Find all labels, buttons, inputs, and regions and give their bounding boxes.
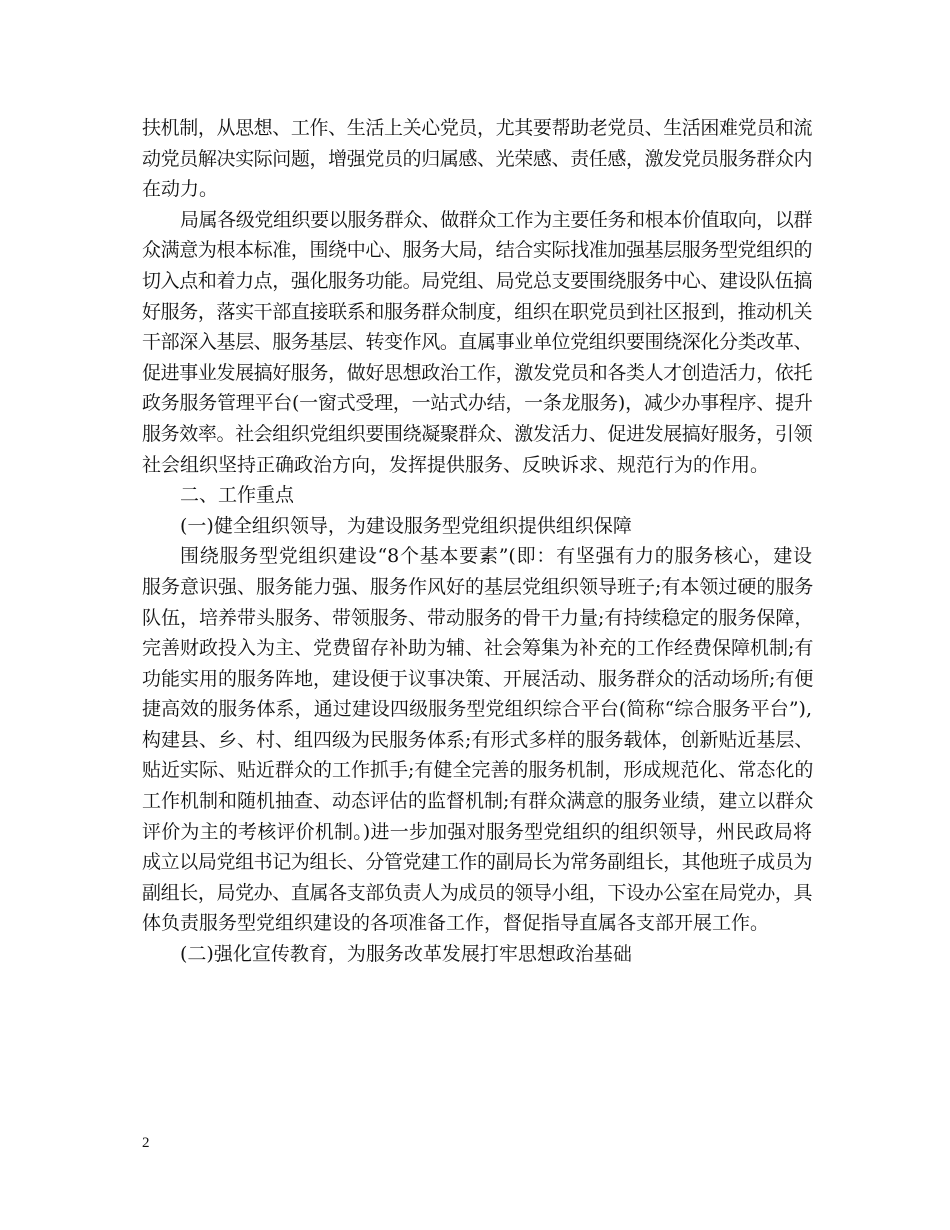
text-line: 在动力。	[142, 178, 219, 201]
text-line: 众满意为根本标准，围绕中心、服务大局，结合实际找准加强基层服务型党组织的	[142, 239, 812, 262]
text-line: 政务服务管理平台(一窗式受理，一站式办结，一条龙服务)，减少办事程序、提升	[142, 392, 813, 415]
page-number: 2	[142, 1135, 150, 1151]
subsection-heading: (二)强化宣传教育，为服务改革发展打牢思想政治基础	[180, 943, 632, 966]
text-line: 动党员解决实际问题，增强党员的归属感、光荣感、责任感，激发党员服务群众内	[142, 147, 812, 170]
text-line: 切入点和着力点，强化服务功能。局党组、局党总支要围绕服务中心、建设队伍搞	[142, 269, 812, 292]
text-line: 扶机制，从思想、工作、生活上关心党员，尤其要帮助老党员、生活困难党员和流	[142, 117, 812, 139]
text-line: 体负责服务型党组织建设的各项准备工作，督促指导直属各支部开展工作。	[142, 912, 770, 935]
text-line: 队伍，培养带头服务、带领服务、带动服务的骨干力量;有持续稳定的服务保障，	[142, 606, 814, 629]
text-line: 捷高效的服务体系，通过建设四级服务型党组织综合平台(简称“综合服务平台”),	[142, 698, 812, 721]
text-line: 局属各级党组织要以服务群众、做群众工作为主要任务和根本价值取向，以群	[180, 208, 812, 231]
text-line: 构建县、乡、村、组四级为民服务体系;有形式多样的服务载体，创新贴近基层、	[142, 728, 814, 751]
body-text	[142, 113, 812, 970]
section-heading: 二、工作重点	[180, 484, 295, 507]
text-line: 社会组织坚持正确政治方向，发挥提供服务、反映诉求、规范行为的作用。	[142, 453, 770, 476]
text-line: 促进事业发展搞好服务，做好思想政治工作，激发党员和各类人才创造活力，依托	[142, 361, 812, 384]
text-line: 贴近实际、贴近群众的工作抓手;有健全完善的服务机制，形成规范化、常态化的	[142, 759, 814, 782]
text-line: 副组长，局党办、直属各支部负责人为成员的领导小组，下设办公室在局党办，具	[142, 881, 812, 904]
text-line: 成立以局党组书记为组长、分管党建工作的副局长为常务副组长，其他班子成员为	[142, 851, 812, 874]
text-line: 完善财政投入为主、党费留存补助为辅、社会筹集为补充的工作经费保障机制;有	[142, 637, 814, 660]
text-line: 干部深入基层、服务基层、转变作风。直属事业单位党组织要围绕深化分类改革、	[142, 331, 812, 354]
text-line: 功能实用的服务阵地，建设便于议事决策、开展活动、服务群众的活动场所;有便	[142, 667, 814, 690]
text-line: 服务意识强、服务能力强、服务作风好的基层党组织领导班子;有本领过硬的服务	[142, 575, 814, 598]
text-line: 评价为主的考核评价机制。)进一步加强对服务型党组织的组织领导，州民政局将	[142, 820, 812, 843]
subsection-heading: (一)健全组织领导，为建设服务型党组织提供组织保障	[180, 514, 632, 537]
text-line: 好服务，落实干部直接联系和服务群众制度，组织在职党员到社区报到，推动机关	[142, 300, 812, 323]
text-line: 服务效率。社会组织党组织要围绕凝聚群众、激发活力、促进发展搞好服务，引领	[142, 422, 812, 445]
text-line: 工作机制和随机抽查、动态评估的监督机制;有群众满意的服务业绩，建立以群众	[142, 790, 814, 813]
text-line: 围绕服务型党组织建设“8个基本要素”(即：有坚强有力的服务核心，建设	[180, 545, 812, 568]
